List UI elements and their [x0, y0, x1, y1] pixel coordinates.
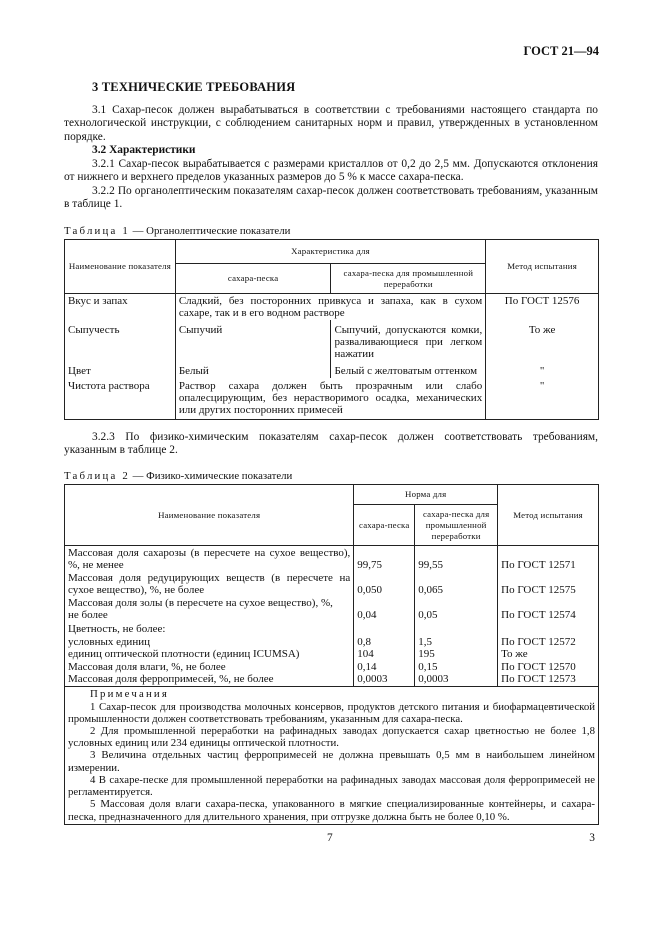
table2-caption-prefix: Таблица 2 [64, 470, 130, 482]
t2-cell-name: Массовая доля золы (в пересчете на сухое вещество), %, не более [65, 597, 354, 622]
t2-header-sugar-industrial: сахара-песка для промышленной переработки [415, 505, 498, 546]
t1-cell-merged: Сладкий, без посторонних привкуса и запаха, как в сухом сахаре, так и в его водном растворе [175, 294, 485, 320]
t1-header-method: Метод испытания [486, 240, 599, 294]
t2-color-ind-units: 1,5 [418, 635, 432, 648]
note-3: 3 Величина отдельных частиц ферропримесей не должна превышать 0,5 мм в наибольшем линейном измерении. [68, 749, 595, 774]
t2-cell-name: Массовая доля влаги, %, не более [65, 661, 354, 673]
table-row [65, 378, 599, 419]
table-physicochemical [64, 484, 599, 825]
t2-color-method-units: По ГОСТ 12572 [501, 635, 576, 648]
t1-cell-sugar: Сыпучий [175, 320, 331, 361]
table-row [65, 360, 599, 377]
table-row [65, 661, 599, 673]
table1-caption [64, 225, 290, 237]
table-row [65, 572, 599, 597]
note-4: 4 В сахаре-песке для промышленной переработки на рафинадных заводах массовая доля ферропримесей не регламентируется. [68, 773, 595, 799]
table-row [65, 294, 599, 320]
t1-cell-name: Чистота раствора [65, 378, 176, 419]
t2-cell-sugar-industrial: 0,15 [415, 661, 498, 673]
t1-cell-method: " [486, 378, 599, 419]
section-title: 3 ТЕХНИЧЕСКИЕ ТРЕБОВАНИЯ [92, 80, 296, 94]
table-row [65, 320, 599, 361]
t2-cell-sugar-industrial: 0,065 [415, 572, 498, 597]
t2-cell-sugar-industrial: 0,05 [415, 597, 498, 622]
page-number-center: 7 [327, 832, 333, 844]
t2-color-method-icumsa: То же [501, 648, 528, 661]
t2-cell-name: Массовая доля ферропримесей, %, не более [65, 673, 354, 687]
t1-cell-method: По ГОСТ 12576 [486, 294, 599, 320]
note-2: 2 Для промышленной переработки на рафинадных заводах допускается сахар цветностью не более 1,8 условных единиц или 234 единицы оптической плотности. [68, 725, 595, 750]
t1-cell-merged: Раствор сахара должен быть прозрачным или слабо опалесцирующим, без нерастворимого осадка, механических или других посторонних примесей [175, 378, 485, 419]
t2-cell-sugar: 0,04 [354, 597, 415, 622]
t2-cell-name [65, 621, 354, 660]
t2-color-icumsa: единиц оптической плотности (единиц ICUMSA) [68, 648, 300, 661]
t2-cell-sugar-industrial: 99,55 [415, 546, 498, 572]
table-notes-row [65, 687, 599, 824]
table-row [65, 546, 599, 572]
standard-number: ГОСТ 21—94 [523, 44, 599, 58]
t2-cell-method [498, 621, 599, 660]
t2-color-ind-icumsa: 195 [418, 648, 435, 661]
t2-cell-sugar-industrial: 0,0003 [415, 673, 498, 687]
t2-cell-name: Массовая доля сахарозы (в пересчете на сухое вещество), %, не менее [65, 546, 354, 572]
t1-header-characteristic: Характеристика для [175, 240, 485, 264]
t2-color-units: условных единиц [68, 635, 150, 648]
t1-cell-sugar-industrial: Сыпучий, допускаются комки, разваливающиеся при легком нажатии [331, 320, 486, 361]
table-notes [65, 687, 599, 824]
table-organoleptic [64, 239, 599, 420]
t1-header-sugar: сахара-песка [175, 264, 331, 294]
note-5: 5 Массовая доля влаги сахара-песка, упакованного в мягкие специализированные контейнеры, и сахара-песка, предназначенного для длительного хранения, при отгрузке должна быть не более 0,10 %. [68, 798, 595, 823]
t2-header-sugar: сахара-песка [354, 505, 415, 546]
t1-cell-name: Цвет [65, 360, 176, 377]
table-row [65, 673, 599, 687]
table2-caption-title: — Физико-химические показатели [129, 470, 293, 482]
t2-cell-name: Массовая доля редуцирующих веществ (в пересчете на сухое вещество), %, не более [65, 572, 354, 597]
note-1: 1 Сахар-песок для производства молочных консервов, продуктов детского питания и биофармацевтической промышленности должен соответствовать требованиям, указанным для сахара-песка. [68, 700, 595, 725]
paragraph-3-2-1: 3.2.1 Сахар-песок вырабатывается с размерами кристаллов от 0,2 до 2,5 мм. Допускаются отклонения от нижнего и верхнего пределов указанных размеров до 5 % к массе сахара-песка. [64, 158, 598, 184]
subsection-3-2-title: 3.2 Характеристики [92, 144, 196, 156]
t2-cell-sugar-industrial [415, 621, 498, 660]
t2-cell-sugar: 0,0003 [354, 673, 415, 687]
t1-cell-method: " [486, 360, 599, 377]
t2-cell-method: По ГОСТ 12574 [498, 597, 599, 622]
paragraph-3-2-2: 3.2.2 По органолептическим показателям сахар-песок должен соответствовать требованиям, указанным в таблице 1. [64, 185, 598, 211]
table1-caption-title: — Органолептические показатели [129, 225, 291, 237]
t2-cell-method: По ГОСТ 12571 [498, 546, 599, 572]
t1-cell-sugar-industrial: Белый с желтоватым оттенком [331, 360, 486, 377]
t2-header-name: Наименование показателя [65, 485, 354, 546]
table-row [65, 621, 599, 660]
t2-cell-method: По ГОСТ 12570 [498, 661, 599, 673]
t2-cell-sugar: 0,14 [354, 661, 415, 673]
t2-cell-sugar: 99,75 [354, 546, 415, 572]
t1-cell-name: Вкус и запах [65, 294, 176, 320]
t1-cell-sugar: Белый [175, 360, 331, 377]
page-number-right: 3 [589, 832, 595, 844]
t1-cell-method: То же [486, 320, 599, 361]
paragraph-3-1: 3.1 Сахар-песок должен вырабатываться в соответствии с требованиями настоящего стандарта по технологической инструкции, с соблюдением санитарных норм и правил, утвержденных в установленном порядке. [64, 104, 598, 143]
t2-header-method: Метод испытания [498, 485, 599, 546]
t2-header-norm: Норма для [354, 485, 498, 505]
table2-caption [64, 470, 292, 482]
t1-header-name: Наименование показателя [65, 240, 176, 294]
t2-cell-method: По ГОСТ 12573 [498, 673, 599, 687]
notes-title: Примечания [90, 688, 170, 701]
paragraph-3-2-3: 3.2.3 По физико-химическим показателям сахар-песок должен соответствовать требованиям, указанным в таблице 2. [64, 431, 598, 457]
t2-cell-sugar [354, 621, 415, 660]
t2-color-sugar-icumsa: 104 [357, 648, 374, 661]
t2-cell-method: По ГОСТ 12575 [498, 572, 599, 597]
t2-color-sugar-units: 0,8 [357, 635, 372, 648]
t2-color-title: Цветность, не более: [68, 623, 166, 636]
t1-header-sugar-industrial: сахара-песка для промышленной переработки [331, 264, 486, 294]
t1-cell-name: Сыпучесть [65, 320, 176, 361]
table1-caption-prefix: Таблица 1 [64, 225, 130, 237]
t2-cell-sugar: 0,050 [354, 572, 415, 597]
table-row [65, 597, 599, 622]
